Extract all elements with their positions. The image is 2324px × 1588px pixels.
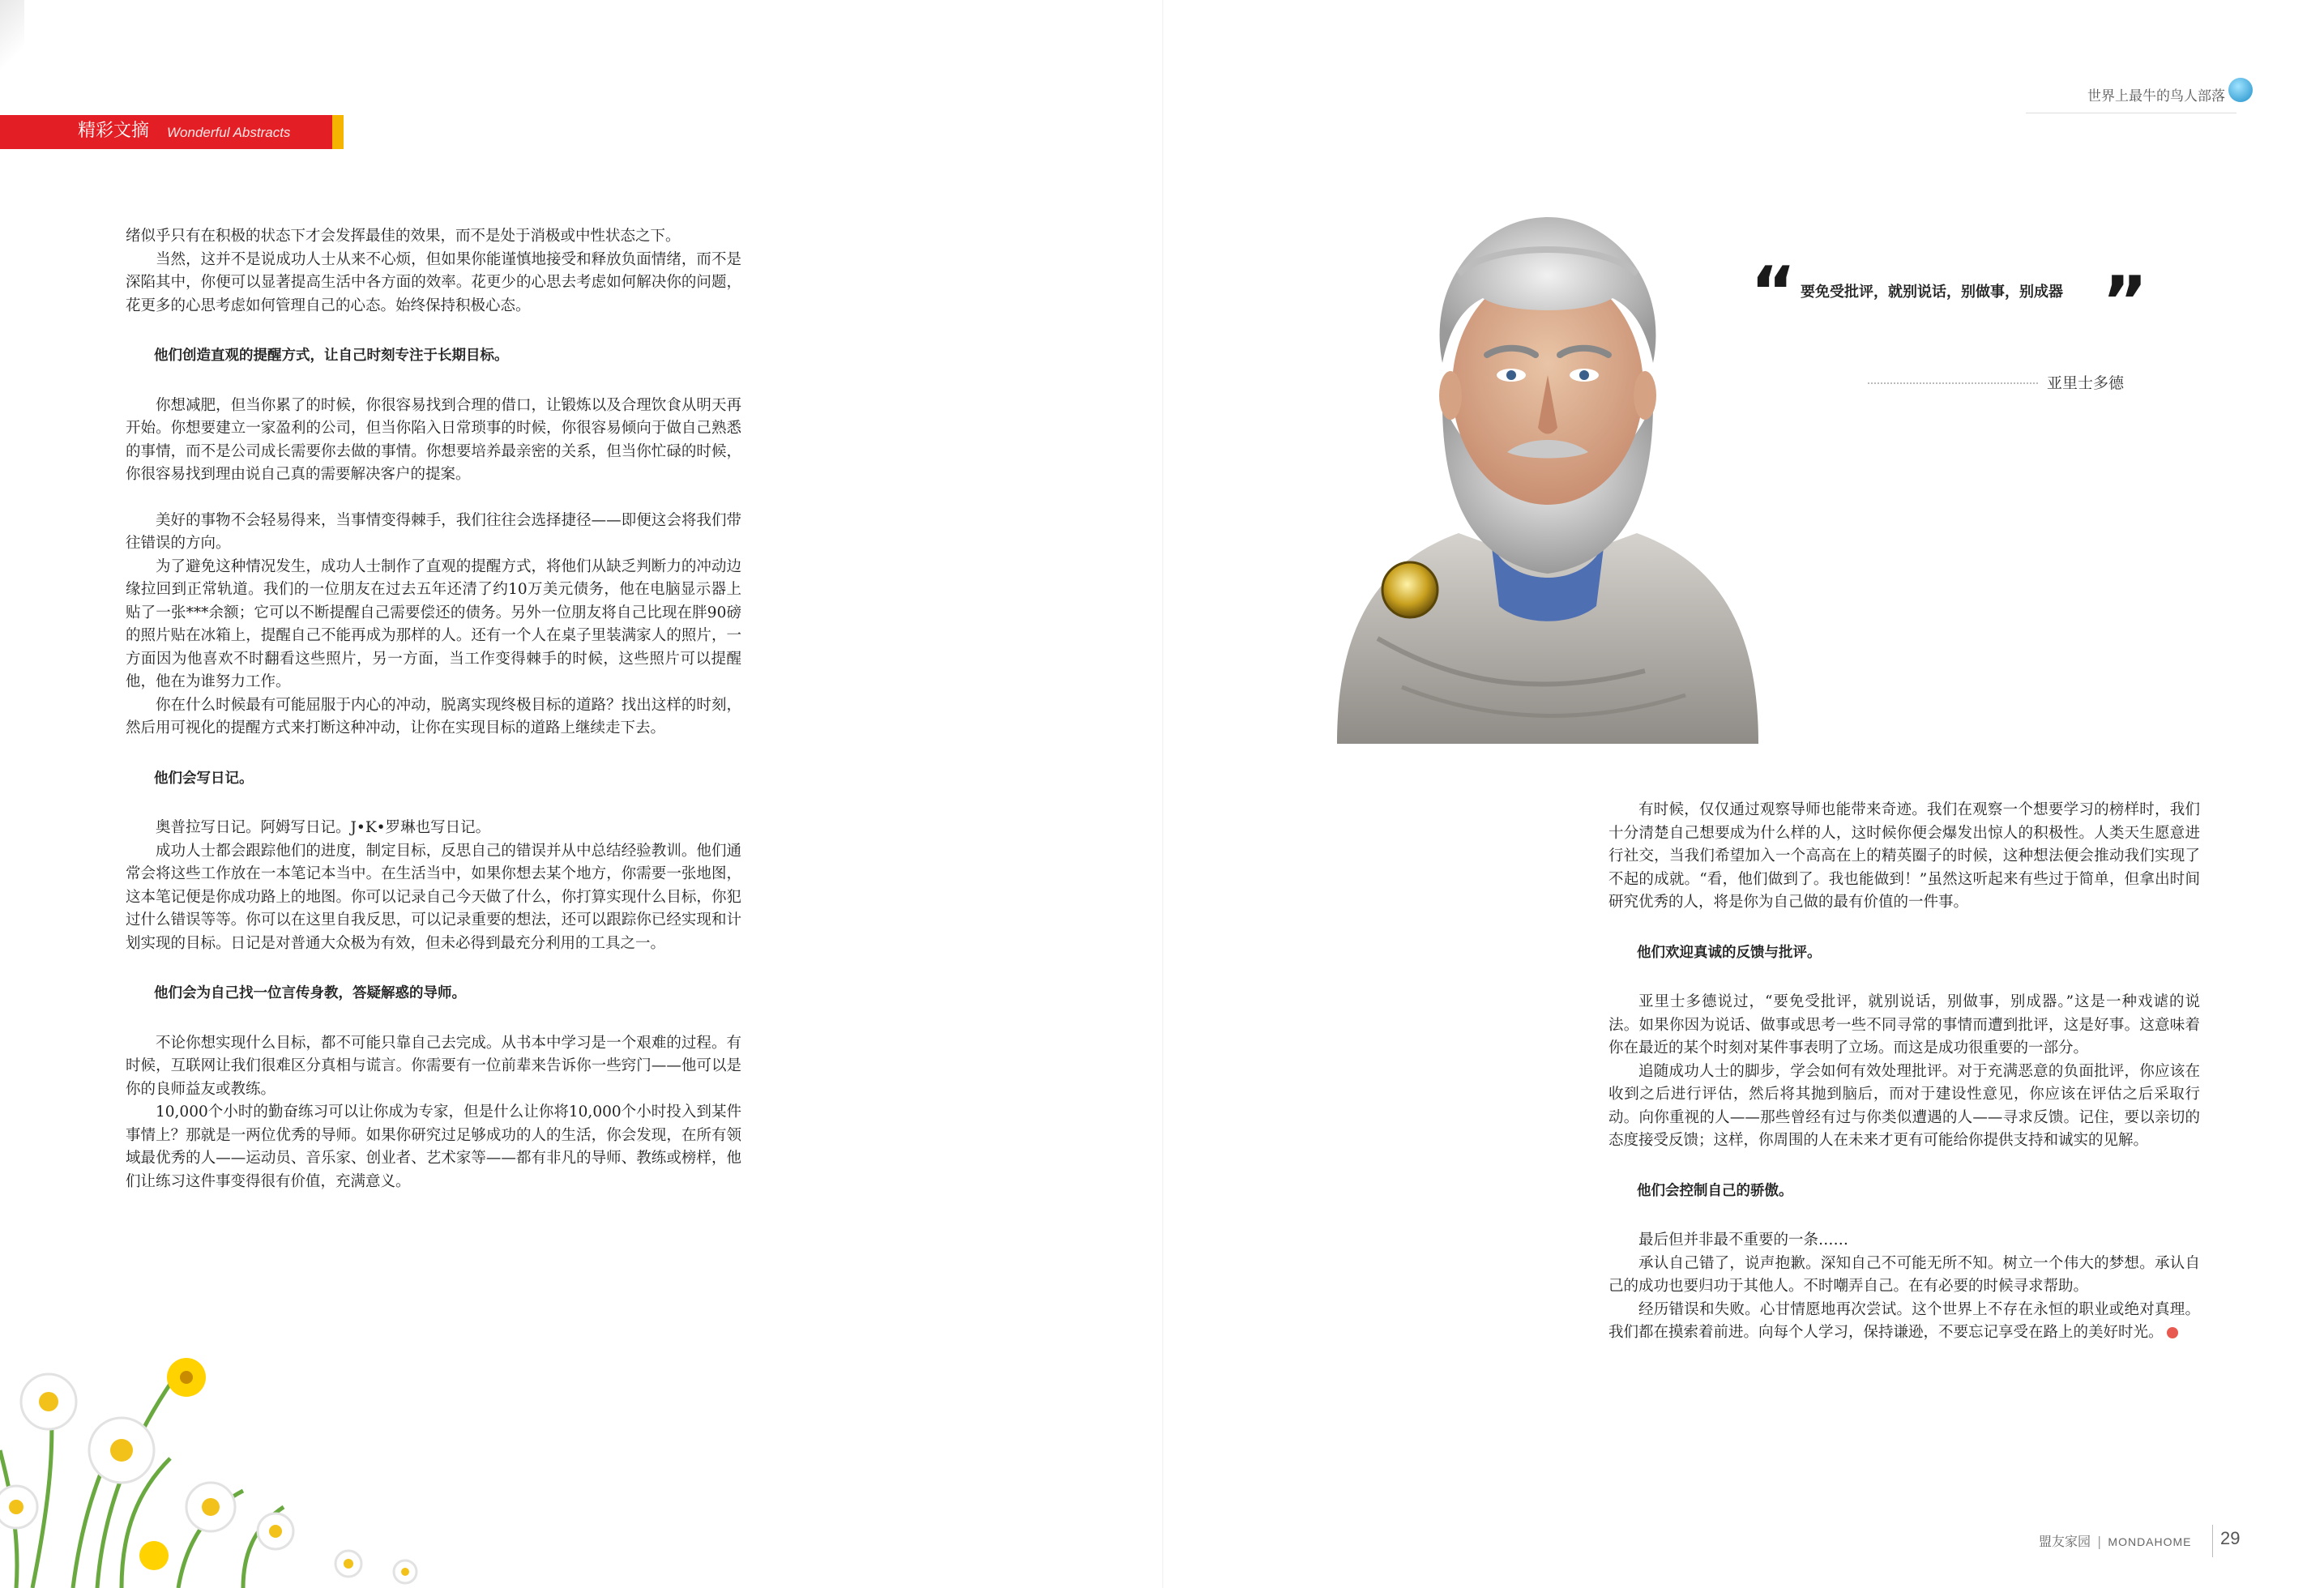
magazine-name-en: MONDAHOME <box>2108 1535 2192 1548</box>
paragraph-gap <box>126 487 741 510</box>
body-paragraph <box>126 817 741 840</box>
paragraph-text: 经历错误和失败。心甘情愿地再次尝试。这个世界上不存在永恒的职业或绝对真理。我们都在摸索着前进。向每个人学习，保持谦逊，不要忘记享受在路上的美好时光。 <box>1608 1300 2200 1341</box>
paragraph-text: 承认自己错了，说声抱歉。深知自己不可能无所不知。树立一个伟大的梦想。承认自己的成功也要归功于其他人。不时嘲弄自己。在有必要的时候寻求帮助。 <box>1608 1254 2200 1295</box>
paragraph-text: 他们欢迎真诚的反馈与批评。 <box>1637 944 1822 961</box>
body-paragraph <box>126 395 741 487</box>
body-paragraph <box>126 556 741 694</box>
paragraph-text: 有时候，仅仅通过观察导师也能带来奇迹。我们在观察一个想要学习的榜样时，我们十分清楚自己想要成为什么样的人，这时候你便会爆发出惊人的积极性。人类天生愿意进行社交，当我们希望加入一个高高在上的精英圈子的时候，这种想法便会推动我们实现了不起的成就。“看，他们做到了。我也能做到！”虽然这听起来有些过于简单，但拿出时间研究优秀的人，将是你为自己做的最有价值的一件事。 <box>1608 801 2200 911</box>
section-banner-accent <box>332 115 344 149</box>
paragraph-text: 追随成功人士的脚步，学会如何有效处理批评。对于充满恶意的负面批评，你应该在收到之后进行评估，然后将其抛到脑后，而对于建设性意见，你应该在评估之后采取行动。向你重视的人——那些曾经有过与你类似遭遇的人——寻求反馈。记住，要以亲切的态度接受反馈；这样，你周围的人在未来才更有可能给你提供支持和诚实的见解。 <box>1608 1062 2200 1149</box>
portrait-illustration <box>1305 185 1791 768</box>
paragraph-text: 当然，这并不是说成功人士从来不心烦，但如果你能谨慎地接受和释放负面情绪，而不是深陷其中，你便可以显著提高生活中各方面的效率。花更少的心思去考虑如何解决你的问题，花更多的心思考虑如何管理自己的心态。始终保持积极心态。 <box>126 250 741 314</box>
section-heading <box>126 982 741 1005</box>
end-of-article-icon <box>2167 1327 2178 1338</box>
body-paragraph <box>1608 1229 2200 1253</box>
paragraph-text: 你在什么时候最有可能屈服于内心的冲动，脱离实现终极目标的道路？找出这样的时刻，然后用可视化的提醒方式来打断这种冲动，让你在实现目标的道路上继续走下去。 <box>126 696 741 736</box>
folio-magazine-name: 盟友家园 | MONDAHOME <box>2039 1534 2192 1549</box>
paragraph-text: 10,000个小时的勤奋练习可以让你成为专家，但是什么让你将10,000个小时投入到某件事情上？那就是一两位优秀的导师。如果你研究过足够成功的人的生活，你会发现，在所有领域最优秀的人——运动员、音乐家、创业者、艺术家等——都有非凡的导师、教练或榜样，他们让练习这件事变得很有价值，充满意义。 <box>126 1103 741 1190</box>
paragraph-text: 最后但并非最不重要的一条…… <box>1638 1232 1849 1249</box>
paragraph-text: 成功人士都会跟踪他们的进度，制定目标，反思自己的错误并从中总结经验教训。他们通常会将这些工作放在一本笔记本当中。在生活当中，如果你想去某个地方，你需要一张地图，这本笔记便是你成功路上的地图。你可以记录自己今天做了什么，你打算实现什么目标，你犯过什么错误等等。你可以在这里自我反思，可以记录重要的想法，还可以跟踪你已经实现和计划实现的目标。日记是对普通大众极为有效，但未必得到最充分利用的工具之一。 <box>126 842 741 952</box>
body-paragraph <box>1608 1061 2200 1153</box>
paragraph-text: 美好的事物不会轻易得来，当事情变得棘手，我们往往会选择捷径——即便这会将我们带往错误的方向。 <box>126 511 741 552</box>
paragraph-text: 不论你想实现什么目标，都不可能只靠自己去完成。从书本中学习是一个艰难的过程。有时候，互联网让我们很难区分真相与谎言。你需要有一位前辈来告诉你一些窍门——他可以是你的良师益友或教练。 <box>126 1034 741 1098</box>
aristotle-portrait <box>1305 185 1791 768</box>
paragraph-text: 他们会控制自己的骄傲。 <box>1637 1182 1793 1199</box>
body-paragraph <box>1608 991 2200 1061</box>
paragraph-text: 他们会写日记。 <box>154 770 254 787</box>
section-heading <box>126 767 741 791</box>
body-paragraph <box>126 840 741 956</box>
page-fold-shadow <box>0 0 24 97</box>
quote-attribution-rule <box>1868 382 2038 384</box>
daisy-flowers-decoration <box>0 1264 486 1588</box>
body-paragraph <box>126 510 741 556</box>
section-title-cn: 精彩文摘 <box>78 121 150 141</box>
section-heading <box>1608 1180 2200 1203</box>
daisy-icon <box>0 1358 417 1583</box>
folio-rule <box>2212 1525 2213 1557</box>
body-paragraph <box>126 1101 741 1193</box>
paragraph-text: 你想减肥，但当你累了的时候，你很容易找到合理的借口，让锻炼以及合理饮食从明天再开始。你想要建立一家盈利的公司，但当你陷入日常琐事的时候，你很容易倾向于做自己熟悉的事情，而不是公司成长需要你去做的事情。你想要培养最亲密的关系，但当你忙碌的时候，你很容易找到理由说自己真的需要解决客户的提案。 <box>126 396 741 483</box>
quote-author: 亚里士多德 <box>2047 374 2125 392</box>
paragraph-text: 奥普拉写日记。阿姆写日记。J•K•罗琳也写日记。 <box>156 819 491 836</box>
body-paragraph <box>126 225 741 249</box>
body-paragraph <box>1608 1253 2200 1299</box>
article-column-right <box>1608 799 2200 1345</box>
globe-bird-icon <box>2228 78 2253 102</box>
paragraph-text: 他们创造直观的提醒方式，让自己时刻专注于长期目标。 <box>154 348 509 364</box>
section-heading <box>126 344 741 368</box>
pull-quote: 要免受批评，就别说话，别做事，别成器 <box>1801 284 2063 301</box>
magazine-name-cn: 盟友家园 <box>2039 1534 2091 1549</box>
article-column-left <box>126 225 741 1193</box>
section-title-en: Wonderful Abstracts <box>167 125 291 140</box>
spread-gutter <box>1162 0 1164 1588</box>
body-paragraph <box>126 249 741 318</box>
quote-close-icon: ” <box>2102 262 2148 343</box>
body-paragraph <box>126 1032 741 1102</box>
body-paragraph <box>126 694 741 741</box>
paragraph-text: 他们会为自己找一位言传身教，答疑解惑的导师。 <box>154 985 466 1001</box>
paragraph-text: 绪似乎只有在积极的状态下才会发挥最佳的效果，而不是处于消极或中性状态之下。 <box>126 228 681 245</box>
section-heading <box>1608 941 2200 965</box>
paragraph-text: 为了避免这种情况发生，成功人士制作了直观的提醒方式，将他们从缺乏判断力的冲动边缘拉回到正常轨道。我们的一位朋友在过去五年还清了约10万美元债务，他在电脑显示器上贴了一张***余额；它可以不断提醒自己需要偿还的债务。另外一位朋友将自己比现在胖90磅的照片贴在冰箱上，提醒自己不能再成为那样的人。还有一个人在桌子里装满家人的照片，一方面因为他喜欢不时翻看这些照片，另一方面，当工作变得棘手的时候，这些照片可以提醒他，他在为谁努力工作。 <box>126 557 741 690</box>
quote-open-icon: “ <box>1750 252 1796 333</box>
paragraph-text: 亚里士多德说过，“要免受批评，就别说话，别做事，别成器。”这是一种戏谑的说法。如果你因为说话、做事或思考一些不同寻常的事情而遭到批评，这是好事。这意味着你在最近的某个时刻对某件事表明了立场。而这是成功很重要的一部分。 <box>1608 993 2200 1057</box>
running-title: 世界上最牛的鸟人部落 <box>2087 88 2225 105</box>
page-number: 29 <box>2220 1528 2241 1548</box>
body-paragraph <box>1608 1299 2200 1345</box>
body-paragraph <box>1608 799 2200 915</box>
